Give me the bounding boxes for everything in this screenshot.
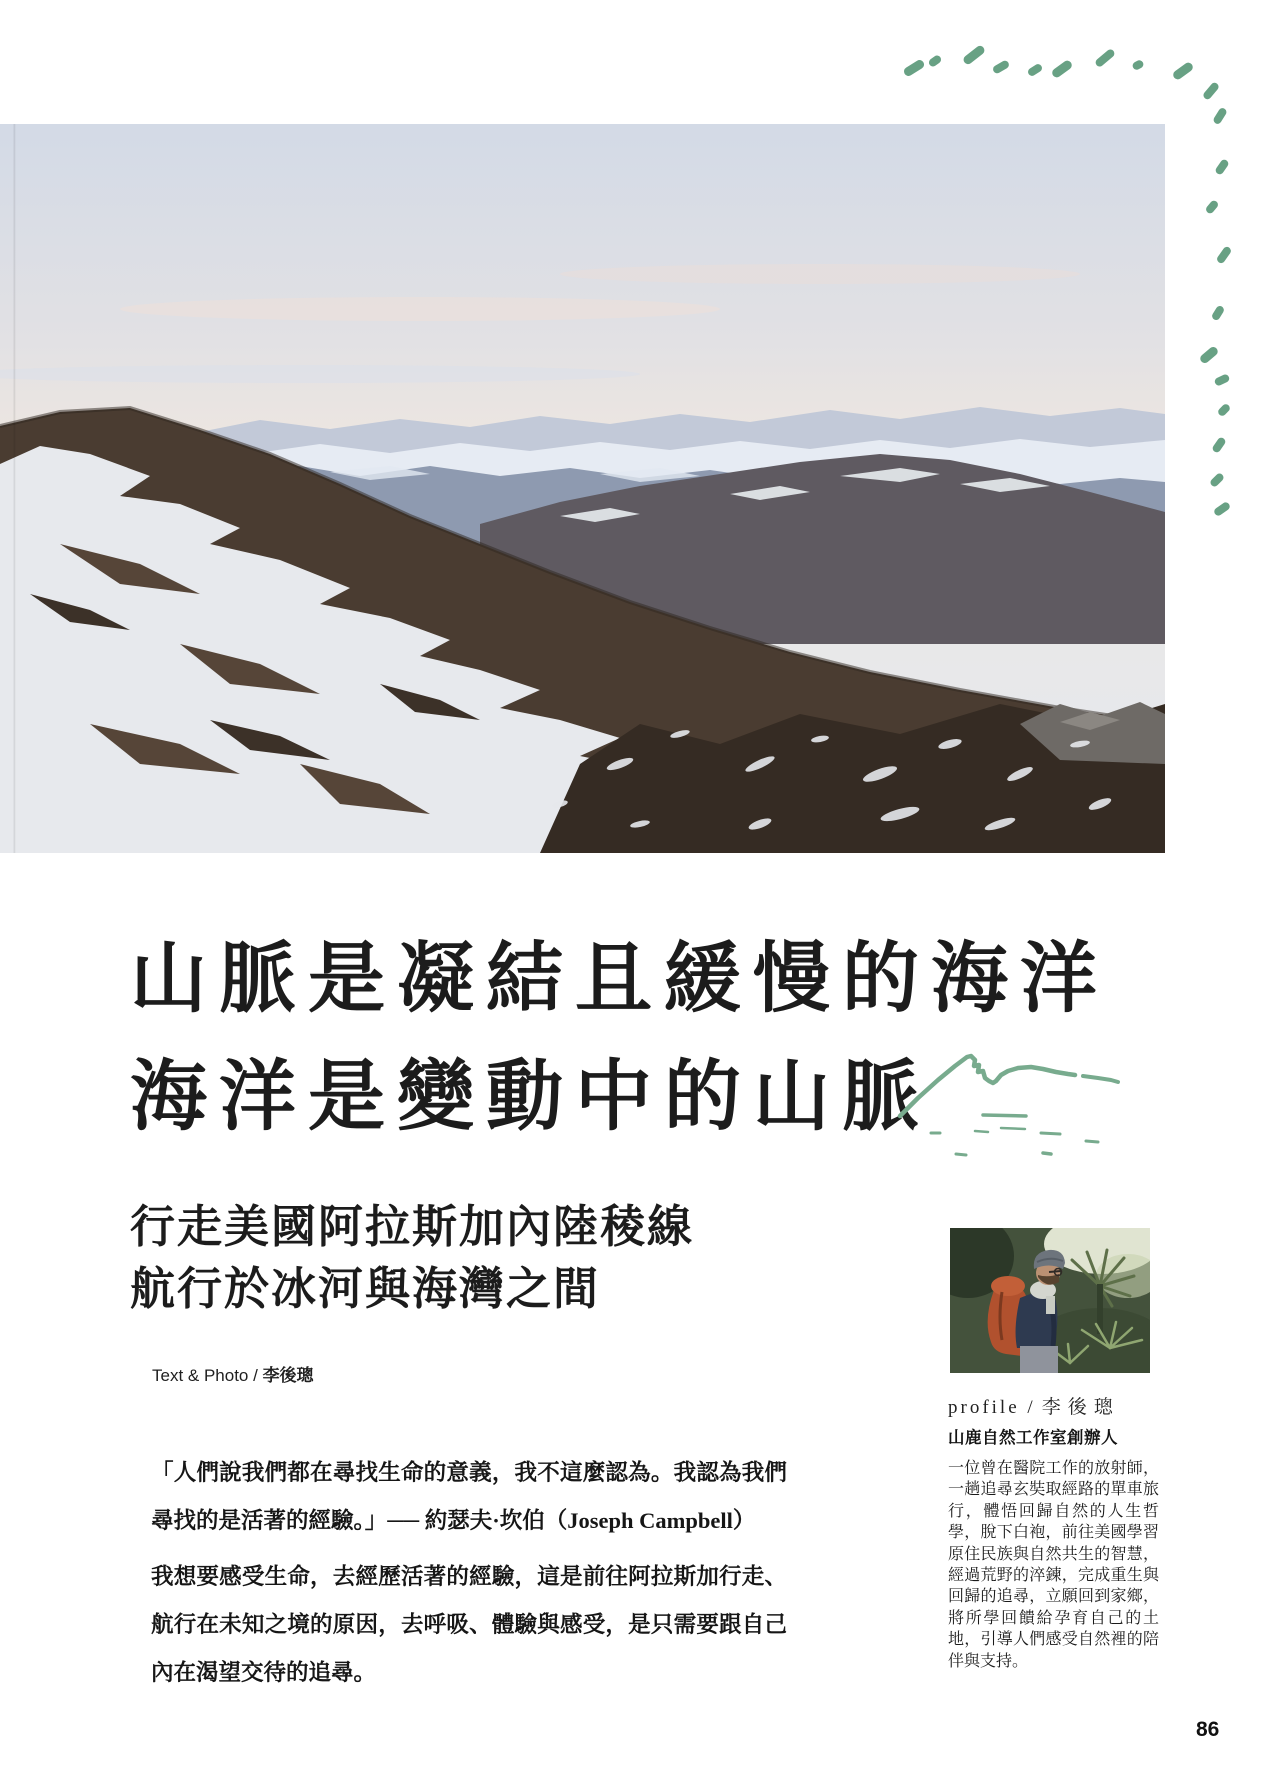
byline-prefix: Text & Photo / bbox=[152, 1366, 263, 1385]
profile-label bbox=[948, 1392, 1120, 1419]
quote-paragraph: 「人們說我們都在尋找生命的意義，我不這麼認為。我認為我們尋找的是活著的經驗。」── 約瑟夫·坎伯（Joseph Campbell） bbox=[151, 1460, 787, 1533]
page-number: 86 bbox=[1196, 1718, 1220, 1741]
byline-author: 李後璁 bbox=[262, 1366, 314, 1385]
body-paragraph: 我想要感受生命，去經歷活著的經驗，這是前往阿拉斯加行走、航行在未知之境的原因，去呼吸、體驗與感受，是只需要跟自己內在渴望交待的追尋。 bbox=[151, 1564, 787, 1685]
title-line-1: 山脈是凝結且緩慢的海洋 bbox=[130, 936, 1109, 1022]
hero-photo bbox=[0, 124, 1165, 853]
byline bbox=[152, 1361, 314, 1386]
profile-photo bbox=[950, 1228, 1150, 1373]
profile-bio: 一位曾在醫院工作的放射師，一趟追尋玄奘取經路的單車旅行，體悟回歸自然的人生哲學，脫下白袍，前往美國學習原住民族與自然共生的智慧，經過荒野的淬鍊，完成重生與回歸的追尋，立願回到家鄉，將所學回饋給孕育自己的土地，引導人們感受自然裡的陪伴與支持。 bbox=[948, 1460, 1159, 1670]
subtitle-line-1: 行走美國阿拉斯加內陸稜線 bbox=[130, 1202, 695, 1252]
photo-seam bbox=[14, 124, 16, 853]
subtitle-line-2: 航行於冰河與海灣之間 bbox=[130, 1264, 601, 1314]
mountain-sketch-icon bbox=[893, 1048, 1125, 1166]
profile-role: 山鹿自然工作室創辦人 bbox=[948, 1428, 1118, 1447]
article-subtitle bbox=[130, 1196, 694, 1320]
profile-label-text: profile / bbox=[948, 1397, 1036, 1418]
title-line-2: 海洋是變動中的山脈 bbox=[130, 1054, 931, 1140]
profile-name: 李後璁 bbox=[1041, 1397, 1120, 1418]
